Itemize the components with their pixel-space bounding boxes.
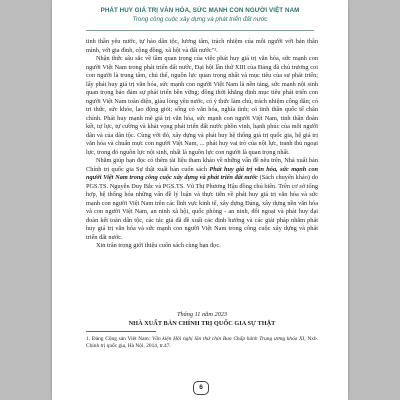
body-text <box>86 38 318 251</box>
running-header <box>64 6 336 24</box>
book-page <box>52 0 348 400</box>
footnote-divider <box>86 331 156 332</box>
paragraph-4: Xin trân trọng giới thiệu cuốn sách cùng bạn đọc. <box>96 242 221 249</box>
paragraph-3 <box>86 157 318 242</box>
signature-date: Tháng 11 năm 2023 <box>176 311 228 318</box>
paragraph-2: Nhận thức sâu sắc về tầm quan trọng của việc phát huy giá trị văn hóa, sức mạnh con người Việt Nam trong phát triển đất nước, Đại hội lần thứ XIII của Đảng đã chủ trương coi con người là trung tâm, chủ thể, nguồn lực quan trọng nhất và mục tiêu của sự phát triển; lấy phát huy giá trị văn hóa, sức mạnh con người Việt Nam là nền tảng, sức mạnh nội sinh quan trọng bảo đảm sự phát triển bền vững; đồng thời khẳng định mục tiêu phát triển con người Việt Nam toàn diện, giàu lòng yêu nước, có ý thức làm chủ, trách nhiệm công dân; có tri thức, sức khỏe, lao động giỏi; sống có văn hóa, nghĩa tình; có tinh thần quốc tế chân chính. Phát huy mạnh mẽ giá trị văn hóa, sức mạnh con người Việt Nam, tinh thần đoàn kết, tự lực, tự cường và khát vọng phát triển đất nước phồn vinh, hạnh phúc của mỗi người dân và của dân tộc. Cùng với đó, xây dựng và phát huy hệ thống giá trị quốc gia, hệ giá trị văn hóa và chuẩn mực con người Việt Nam, ... phát huy vai trò của nội lực, tranh thủ ngoại lực, trong đó nguồn lực nội sinh, nhất là nguồn lực con người là quan trọng nhất. <box>86 55 319 156</box>
running-header-title: PHÁT HUY GIÁ TRỊ VĂN HÓA, SỨC MẠNH CON NGƯỜI VIỆT NAM <box>100 7 300 14</box>
footnote-tail: Nxb. Chính trị quốc gia, Hà Nội, 2014, tr.47. <box>86 336 318 350</box>
footnote <box>86 336 318 350</box>
paragraph-1: tinh thần yêu nước, tự hào dân tộc, lương tâm, trách nhiệm của mỗi người với bản thân mình, với gia đình, cộng đồng, xã hội và đất nước"¹. <box>86 38 318 54</box>
paragraph-3-lead: Nhằm giúp bạn đọc có thêm tài liệu tham khảo về những vấn đề nêu trên, Nhà xuất bản Chính trị quốc gia Sự thật xuất bản cuốn sách <box>86 157 318 173</box>
signature-publisher: NHÀ XUẤT BẢN CHÍNH TRỊ QUỐC GIA SỰ THẬT <box>128 320 276 327</box>
paragraph-3-tail: (Sách chuyên khảo) do PGS.TS. Nguyễn Duy Bắc và PGS.TS. Vũ Thị Phương Hậu đồng chủ biên. Trên cơ sở tổng hợp, hệ thống hóa những vấn đề lý luận và thực tiễn về phát huy giá trị văn hóa và sức mạnh con người Việt Nam trên các lĩnh vực kinh tế, xây dựng Đảng, xây dựng nền văn hóa và con người Việt Nam, an ninh xã hội, quốc phòng - an ninh, đối ngoại và phát huy đại đoàn kết toàn dân tộc, các tác giả đã đề xuất các định hướng và các giải pháp nhằm phát huy giá trị văn hóa và sức mạnh con người Việt Nam trong công cuộc xây dựng và phát triển đất nước. <box>86 174 318 241</box>
footnote-lead: 1. Đảng Cộng sản Việt Nam: <box>86 336 151 342</box>
footnote-ref-title: Văn kiện Hội nghị lần thứ chín Ban Chấp hành Trung ương khóa XI, <box>151 336 306 342</box>
page-number: 6 <box>193 381 209 395</box>
signature-block <box>86 310 318 328</box>
book-title: Phát huy giá trị văn hóa, sức mạnh con người Việt Nam trong công cuộc xây dựng và phát triển đất nước <box>86 165 319 181</box>
running-header-subtitle: Trong công cuộc xây dựng và phát triển đất nước <box>132 16 268 23</box>
header-divider <box>86 30 314 31</box>
